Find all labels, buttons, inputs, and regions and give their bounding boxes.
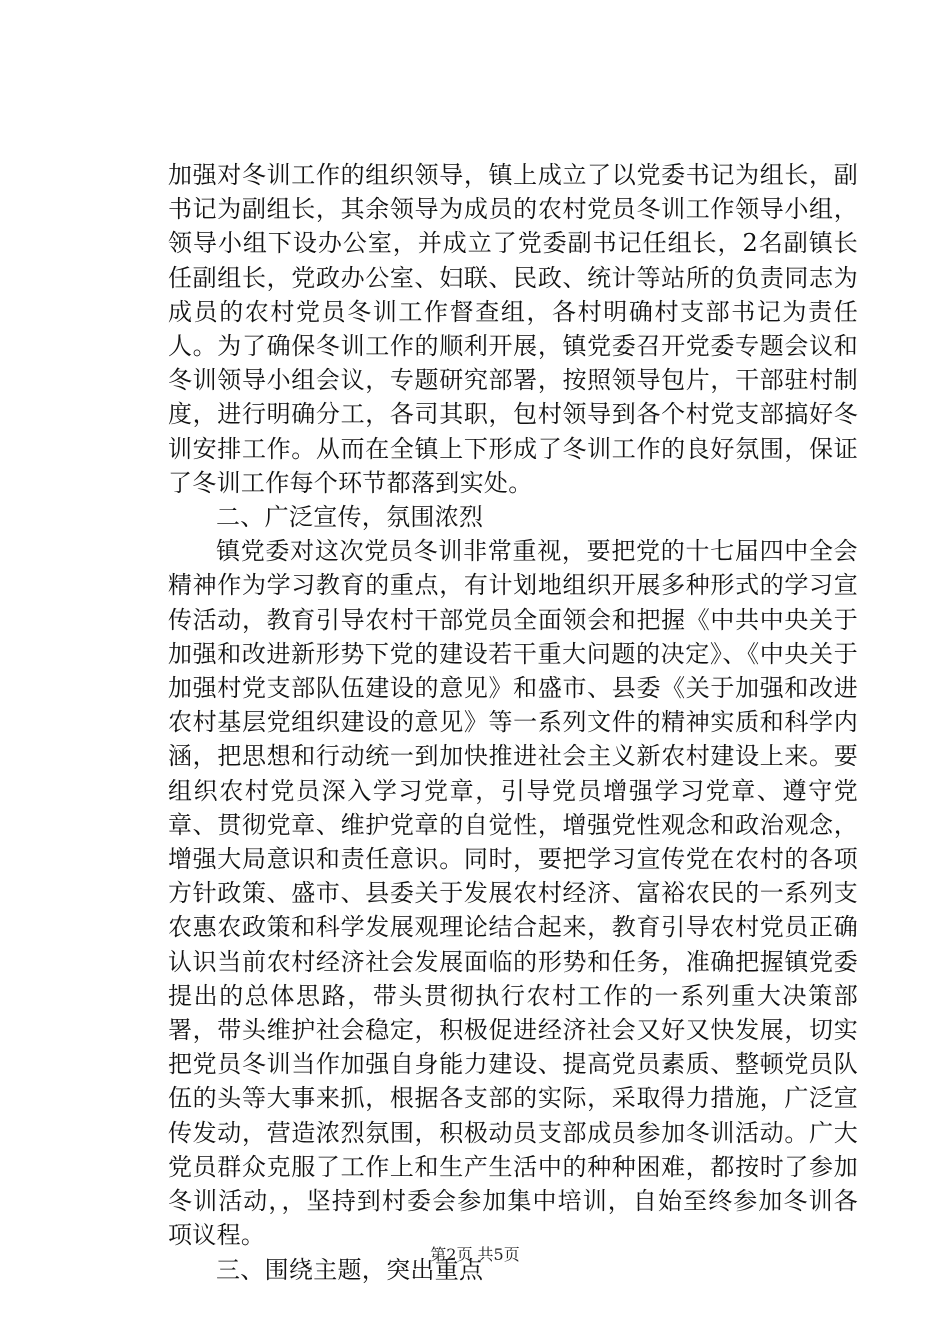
page-number-footer: 第2页 共5页	[430, 1245, 520, 1264]
paragraph-body: 镇党委对这次党员冬训非常重视，要把党的十七届四中全会精神作为学习教育的重点，有计划地组织开展多种形式的学习宣传活动，教育引导农村干部党员全面领会和把握《中共中央关于加强和改进新形势下党的建设若干重大问题的决定》、《中央关于加强村党支部队伍建设的意见》和盛市、县委《关于加强和改进农村基层党组织建设的意见》等一系列文件的精神实质和科学内涵，把思想和行动统一到加快推进社会主义新农村建设上来。要组织农村党员深入学习党章，引导党员增强学习党章、遵守党章、贯彻党章、维护党章的自觉性，增强党性观念和政治观念，增强大局意识和责任意识。同时，要把学习宣传党在农村的各项方针政策、盛市、县委关于发展农村经济、富裕农民的一系列支农惠农政策和科学发展观理论结合起来，教育引导农村党员正确认识当前农村经济社会发展面临的形势和任务，准确把握镇党委提出的总体思路，带头贯彻执行农村工作的一系列重大决策部署，带头维护社会稳定，积极促进经济社会又好又快发展，切实把党员冬训当作加强自身能力建设、提高党员素质、整顿党员队伍的头等大事来抓，根据各支部的实际，采取得力措施，广泛宣传发动，营造浓烈氛围，积极动员支部成员参加冬训活动。广大党员群众克服了工作上和生产生活中的种种困难，都按时了参加冬训活动，，坚持到村委会参加集中培训，自始至终参加冬训各项议程。	[168, 537, 858, 1250]
paragraph-continuation: 加强对冬训工作的组织领导，镇上成立了以党委书记为组长，副书记为副组长，其余领导为成员的农村党员冬训工作领导小组，领导小组下设办公室，并成立了党委副书记任组长，2名副镇长任副组长，党政办公室、妇联、民政、统计等站所的负责同志为成员的农村党员冬训工作督查组，各村明确村支部书记为责任人。为了确保冬训工作的顺利开展，镇党委召开党委专题会议和冬训领导小组会议，专题研究部署，按照领导包片，干部驻村制度，进行明确分工，各司其职，包村领导到各个村党支部搞好冬训安排工作。从而在全镇上下形成了冬训工作的良好氛围，保证了冬训工作每个环节都落到实处。	[168, 161, 858, 497]
section-heading-2: 二、广泛宣传，氛围浓烈	[216, 503, 484, 532]
document-body	[168, 158, 858, 1287]
section-heading-3: 三、围绕主题，突出重点	[216, 1255, 484, 1284]
